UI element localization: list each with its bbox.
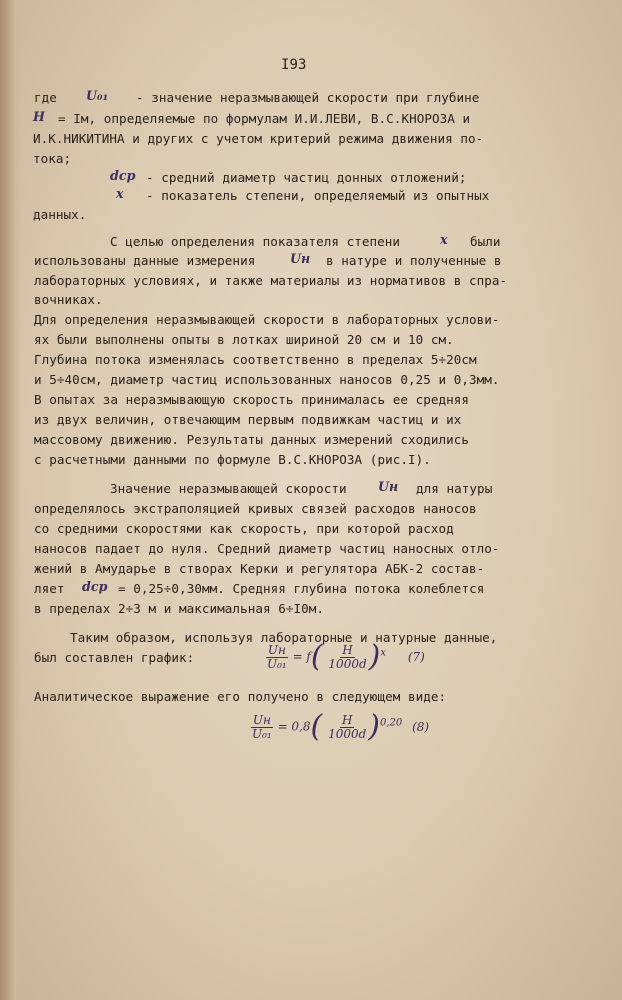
text-line: Таким образом, используя лабораторные и натурные данные, <box>70 630 498 645</box>
text-line: В опытах за неразмывающую скорость принималась ее средняя <box>34 392 470 407</box>
formula-8: $\frac{Uн}{\text{U₀₁}}$ = 0,8( $\frac{H}{1000d}$ )$^{0,20}$ (8) <box>252 709 430 744</box>
text-line: были <box>470 234 501 249</box>
text-line: ляет <box>34 581 65 596</box>
text-line: в натуре и полученные в <box>326 253 502 268</box>
text-line: ях были выполнены опыты в лотках шириной 20 см и 10 см. <box>34 332 454 347</box>
text-line: и 5÷40см, диаметр частиц использованных наносов 0,25 и 0,3мм. <box>34 372 500 387</box>
text-line: - показатель степени, определяемый из опытных <box>146 188 490 203</box>
symbol-x: x <box>116 186 124 201</box>
text-line: жений в Амударье в створах Керки и регулятора АБК-2 состав- <box>34 561 485 576</box>
symbol-x: x <box>440 232 448 247</box>
symbol-dcp: dср <box>82 579 108 594</box>
text-line: для натуры <box>416 481 493 496</box>
text-line: = 0,25÷0,30мм. Средняя глубина потока колеблется <box>118 581 485 596</box>
text-line: массовому движению. Результаты данных измерений сходились <box>34 432 470 447</box>
equation-label: (8) <box>412 719 430 734</box>
formula-7: $\frac{Uн}{\text{U₀₁}}$ = f( $\frac{H}{1000d}$ )$^x$ (7) <box>267 639 425 674</box>
text-line: С целью определения показателя степени <box>110 234 401 249</box>
text-line: со средними скоростями как скорость, при которой расход <box>34 521 454 536</box>
text-line: лабораторных условиях, и также материалы из нормативов в спра- <box>34 273 508 288</box>
symbol-un: Uн <box>290 251 311 266</box>
text-line: наносов падает до нуля. Средний диаметр частиц наносных отло- <box>34 541 500 556</box>
text-line: с расчетными данными по формуле В.С.КНОРОЗА (рис.I). <box>34 452 431 467</box>
text-line: использованы данные измерения <box>34 253 256 268</box>
text-line: тока; <box>33 151 72 166</box>
text-line: Для определения неразмывающей скорости в лабораторных услови- <box>34 312 500 327</box>
text-line: определялось экстраполяцией кривых связей расходов наносов <box>34 501 477 516</box>
text-line: - средний диаметр частиц донных отложений; <box>146 170 467 185</box>
text-line: И.К.НИКИТИНА и других с учетом критерий режима движения по- <box>33 131 484 146</box>
text-line: Глубина потока изменялась соответственно в пределах 5÷20см <box>34 352 477 367</box>
fraction: $\frac{H}{1000d}$ <box>328 712 367 741</box>
text-line: где <box>34 90 57 105</box>
text-line: Аналитическое выражение его получено в следующем виде: <box>34 689 447 704</box>
text-line: в пределах 2÷3 м и максимальная 6÷I0м. <box>34 601 325 616</box>
page-number: I93 <box>281 57 307 73</box>
fraction: $\frac{Uн}{\text{U₀₁}}$ <box>267 642 287 671</box>
text-line: вочниках. <box>34 292 103 307</box>
fraction: $\frac{H}{1000d}$ <box>328 642 367 671</box>
fraction: $\frac{Uн}{\text{U₀₁}}$ <box>252 712 272 741</box>
text-line: данных. <box>33 207 87 222</box>
page-edge-shadow <box>0 0 22 1000</box>
text-line: был составлен график: <box>34 650 195 665</box>
symbol-u01: U₀₁ <box>86 88 109 103</box>
symbol-dcp: dср <box>110 168 136 183</box>
symbol-un: Uн <box>378 479 399 494</box>
text-line: Значение неразмывающей скорости <box>110 481 347 496</box>
text-line: - значение неразмывающей скорости при глубине <box>136 90 480 105</box>
equation-label: (7) <box>407 649 425 664</box>
text-line: = Iм, определяемые по формулам И.И.ЛЕВИ, В.С.КНОРОЗА и <box>58 111 471 126</box>
text-line: из двух величин, отвечающим первым подвижкам частиц и их <box>34 412 462 427</box>
symbol-h: H <box>33 109 45 124</box>
